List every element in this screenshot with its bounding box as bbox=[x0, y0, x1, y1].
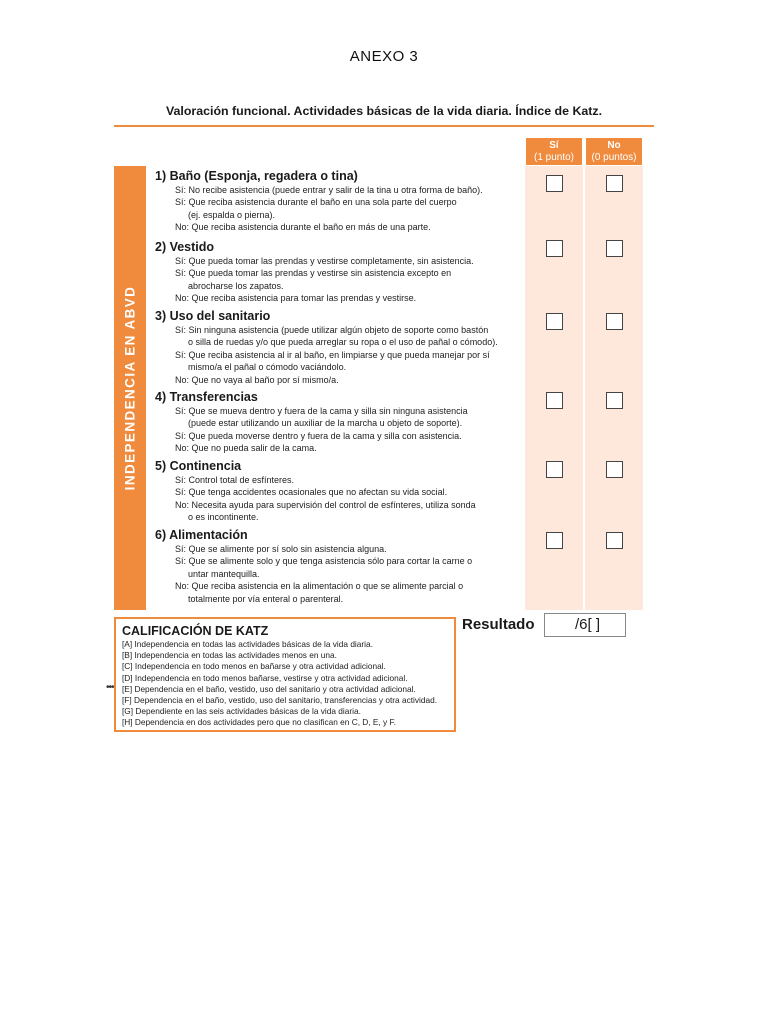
column-no-points: (0 puntos) bbox=[591, 152, 637, 163]
item-line: o silla de ruedas y/o que pueda arreglar su ropa o el uso de pañal o cómodo). bbox=[188, 337, 498, 348]
item-line: No: Que reciba asistencia en la alimentación o que se alimente parcial o bbox=[175, 581, 464, 592]
item-line: Sí: Que pueda tomar las prendas y vestirse completamente, sin asistencia. bbox=[175, 256, 474, 266]
katz-item: [F] Dependencia en el baño, vestido, uso del sanitario, transferencias y otra actividad. bbox=[122, 695, 438, 706]
item-line: Sí: Que tenga accidentes ocasionales que no afectan su vida social. bbox=[175, 487, 448, 498]
side-label-bar bbox=[114, 166, 146, 610]
katz-title: CALIFICACIÓN DE KATZ bbox=[122, 624, 269, 638]
item-title: 3) Uso del sanitario bbox=[155, 309, 271, 323]
katz-classification-box bbox=[114, 617, 456, 732]
checkbox-vestido-no[interactable] bbox=[606, 240, 623, 257]
checkbox-sanitario-no[interactable] bbox=[606, 313, 623, 330]
item-line: Sí: Sin ninguna asistencia (puede utilizar algún objeto de soporte como bastón bbox=[175, 325, 489, 335]
item-line: Sí: Que reciba asistencia durante el baño en una sola parte del cuerpo bbox=[175, 197, 457, 208]
item-line: Sí: Que reciba asistencia al ir al baño, en limpiarse y que pueda manejar por sí bbox=[175, 349, 490, 360]
item-line: Sí: No recibe asistencia (puede entrar y salir de la tina u otra forma de baño). bbox=[175, 185, 483, 195]
item-line: Sí: Que se alimente por sí solo sin asistencia alguna. bbox=[175, 544, 387, 554]
item-alimentacion bbox=[155, 528, 523, 605]
item-title: 6) Alimentación bbox=[155, 528, 248, 542]
column-header-no bbox=[586, 138, 642, 165]
katz-item: [D] Independencia en todo menos bañarse, vestirse y otra actividad adicional. bbox=[122, 672, 408, 683]
item-bano bbox=[155, 169, 523, 234]
checkbox-transferencias-si[interactable] bbox=[546, 392, 563, 409]
margin-dots: ••• bbox=[106, 682, 114, 693]
document-title: Valoración funcional. Actividades básicas de la vida diaria. Índice de Katz. bbox=[165, 104, 603, 118]
result-label: Resultado bbox=[462, 616, 535, 633]
item-line: Sí: Que pueda tomar las prendas y vestirse sin asistencia excepto en bbox=[175, 268, 452, 279]
item-line: Sí: Que se mueva dentro y fuera de la cama y silla sin ninguna asistencia bbox=[175, 406, 468, 416]
katz-item: [A] Independencia en todas las actividades básicas de la vida diaria. bbox=[122, 639, 373, 649]
side-label: INDEPENDENCIA EN ABVD bbox=[122, 285, 138, 491]
item-line: No: Que no vaya al baño por sí mismo/a. bbox=[175, 374, 339, 385]
column-si-points: (1 punto) bbox=[533, 152, 575, 163]
item-line: abrocharse los zapatos. bbox=[188, 280, 284, 291]
item-title: 1) Baño (Esponja, regadera o tina) bbox=[155, 169, 358, 183]
item-line: totalmente por vía enteral o parenteral. bbox=[188, 593, 344, 604]
item-line: No: Que reciba asistencia para tomar las prendas y vestirse. bbox=[175, 293, 417, 304]
checkbox-continencia-no[interactable] bbox=[606, 461, 623, 478]
checkbox-alimentacion-si[interactable] bbox=[546, 532, 563, 549]
item-transferencias bbox=[155, 390, 523, 455]
katz-item: [B] Independencia en todas las actividades menos en una. bbox=[122, 650, 337, 661]
checkbox-alimentacion-no[interactable] bbox=[606, 532, 623, 549]
item-line: Sí: Que se alimente solo y que tenga asistencia sólo para cortar la carne o bbox=[175, 556, 473, 567]
katz-item: [C] Independencia en todo menos en bañarse y otra actividad adicional. bbox=[122, 661, 386, 672]
katz-item: [G] Dependiente en las seis actividades básicas de la vida diaria. bbox=[122, 706, 361, 717]
item-vestido bbox=[155, 240, 523, 305]
checkbox-bano-no[interactable] bbox=[606, 175, 623, 192]
item-continencia bbox=[155, 459, 523, 524]
column-no-label: No bbox=[607, 140, 621, 151]
item-line: Sí: Que pueda moverse dentro y fuera de la cama y silla con asistencia. bbox=[175, 430, 462, 441]
item-title: 2) Vestido bbox=[155, 240, 215, 254]
result-field[interactable]: /6[ ] bbox=[544, 613, 626, 637]
item-line: No: Necesita ayuda para supervisión del control de esfínteres, utiliza sonda bbox=[175, 499, 476, 510]
item-line: No: Que reciba asistencia durante el baño en más de una parte. bbox=[175, 222, 431, 233]
item-line: (puede estar utilizando un auxiliar de la marcha u objeto de soporte). bbox=[188, 418, 463, 429]
katz-item: [H] Dependencia en dos actividades pero que no clasifican en C, D, E, y F. bbox=[122, 717, 396, 728]
item-title: 4) Transferencias bbox=[155, 390, 258, 404]
item-line: mismo/a el pañal o cómodo vaciándolo. bbox=[188, 362, 347, 373]
annex-heading: ANEXO 3 bbox=[349, 48, 419, 65]
item-title: 5) Continencia bbox=[155, 459, 242, 473]
title-rule bbox=[114, 125, 654, 127]
checkbox-sanitario-si[interactable] bbox=[546, 313, 563, 330]
column-header-si bbox=[526, 138, 582, 165]
item-line: Sí: Control total de esfínteres. bbox=[175, 475, 295, 485]
item-line: untar mantequilla. bbox=[188, 568, 260, 579]
item-line: (ej. espalda o pierna). bbox=[188, 209, 276, 220]
checkbox-bano-si[interactable] bbox=[546, 175, 563, 192]
column-si-label: Sí bbox=[549, 140, 559, 151]
checkbox-vestido-si[interactable] bbox=[546, 240, 563, 257]
item-sanitario bbox=[155, 309, 523, 386]
katz-item: [E] Dependencia en el baño, vestido, uso del sanitario y otra actividad adicional. bbox=[122, 683, 416, 694]
checkbox-transferencias-no[interactable] bbox=[606, 392, 623, 409]
item-line: No: Que no pueda salir de la cama. bbox=[175, 443, 317, 454]
checkbox-continencia-si[interactable] bbox=[546, 461, 563, 478]
item-line: o es incontinente. bbox=[188, 512, 259, 523]
